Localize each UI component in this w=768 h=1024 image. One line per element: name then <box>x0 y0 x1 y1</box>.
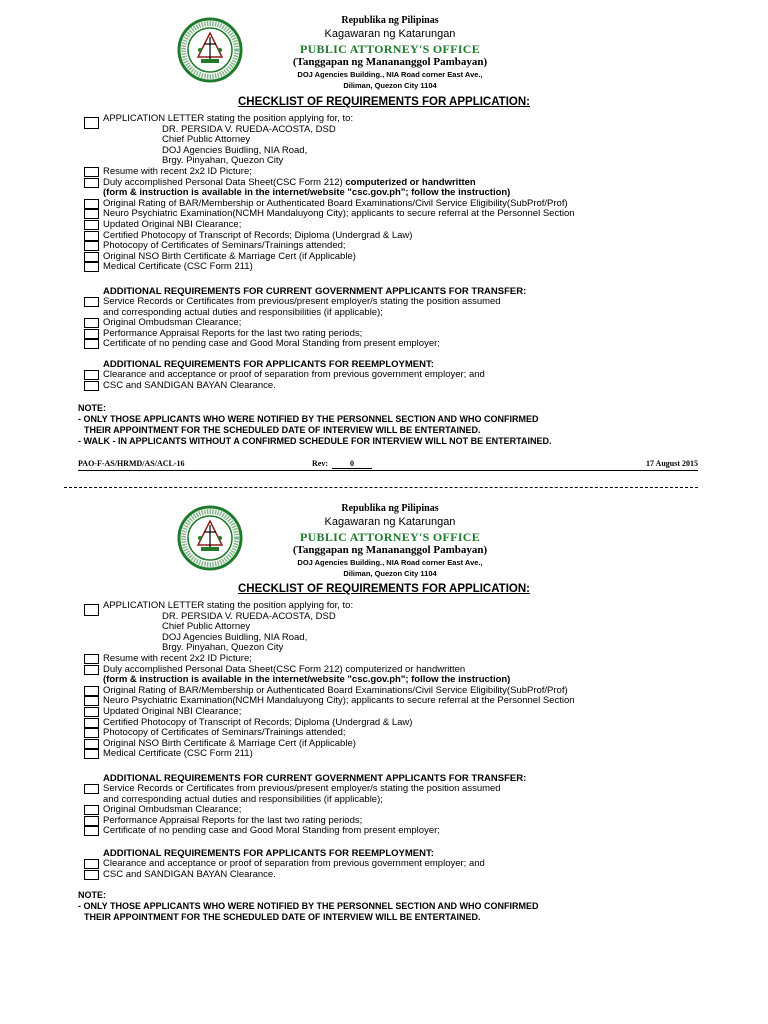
note-section <box>78 890 718 923</box>
checkbox[interactable] <box>84 262 99 272</box>
checkbox[interactable] <box>84 696 99 706</box>
clearance-label: Clearance and acceptance or proof of separation from previous government employer; and <box>103 369 485 380</box>
checkbox[interactable] <box>84 718 99 728</box>
letterhead <box>0 0 768 96</box>
checkbox[interactable] <box>84 252 99 262</box>
address-line-2: Diliman, Quezon City 1104 <box>343 81 437 90</box>
addressee-line: Chief Public Attorney <box>162 134 251 146</box>
checkbox[interactable] <box>84 870 99 880</box>
addressee-line: DR. PERSIDA V. RUEDA-ACOSTA, DSD <box>162 123 336 135</box>
note-label: NOTE: <box>78 403 106 413</box>
list-item <box>80 826 720 837</box>
checkbox[interactable] <box>84 318 99 328</box>
checklist-copy-bottom <box>0 488 768 922</box>
list-item <box>80 870 720 881</box>
rating-label: Original Rating of BAR/Membership or Authenticated Board Examinations/Civil Service Eligibility(SubProf/Prof) <box>103 684 568 696</box>
csc-clearance-label: CSC and SANDIGAN BAYAN Clearance. <box>103 868 276 880</box>
basic-requirements <box>80 114 720 273</box>
list-item <box>80 784 720 795</box>
transfer-requirements <box>80 286 720 350</box>
checkbox[interactable] <box>84 784 99 794</box>
nbi-label: Updated Original NBI Clearance; <box>103 705 242 717</box>
pending-case-label: Certificate of no pending case and Good Moral Standing from present employer; <box>103 825 440 837</box>
checklist-title: CHECKLIST OF REQUIREMENTS FOR APPLICATION: <box>238 583 530 595</box>
form-code: PAO-F-AS/HRMD/AS/ACL-16 <box>78 459 185 468</box>
note-line: - ONLY THOSE APPLICANTS WHO WERE NOTIFIED BY THE PERSONNEL SECTION AND WHO CONFIRMED <box>78 414 539 424</box>
neuro-label: Neuro Psychiatric Examination(NCMH Mandaluyong City); applicants to secure referral at the Personnel Section <box>103 208 575 220</box>
republic-label: Republika ng Pilipinas <box>341 15 439 26</box>
checkbox[interactable] <box>84 728 99 738</box>
service-records-label: Service Records or Certificates from previous/present employer/s stating the position assumed <box>103 783 501 794</box>
pds-bold-label: computerized or handwritten <box>345 176 476 188</box>
addressee-line: Brgy. Pinyahan, Quezon City <box>162 642 284 654</box>
reemployment-heading: ADDITIONAL REQUIREMENTS FOR APPLICANTS FOR REEMPLOYMENT: <box>103 848 434 859</box>
resume-label: Resume with recent 2x2 ID Picture; <box>103 165 252 177</box>
appraisal-label: Performance Appraisal Reports for the last two rating periods; <box>103 327 363 339</box>
list-item <box>80 381 720 392</box>
office-name: PUBLIC ATTORNEY'S OFFICE <box>299 530 481 544</box>
transfer-heading: ADDITIONAL REQUIREMENTS FOR CURRENT GOVERNMENT APPLICANTS FOR TRANSFER: <box>103 773 527 784</box>
form-date: 17 August 2015 <box>645 459 698 468</box>
reemployment-requirements <box>80 848 720 880</box>
checkbox[interactable] <box>84 241 99 251</box>
tor-label: Certified Photocopy of Transcript of Records; Diploma (Undergrad & Law) <box>103 716 413 728</box>
checkbox[interactable] <box>84 220 99 230</box>
checkbox[interactable] <box>84 805 99 815</box>
footer-divider <box>78 470 698 471</box>
address-line-2: Diliman, Quezon City 1104 <box>343 569 437 578</box>
note-line: THEIR APPOINTMENT FOR THE SCHEDULED DATE OF INTERVIEW WILL BE ENTERTAINED. <box>84 912 481 922</box>
checkbox[interactable] <box>84 297 99 307</box>
checkbox[interactable] <box>84 816 99 826</box>
checkbox[interactable] <box>84 199 99 209</box>
rev-label-text: Rev: <box>312 459 328 468</box>
checkbox[interactable] <box>84 231 99 241</box>
addressee-line: Brgy. Pinyahan, Quezon City <box>162 155 284 167</box>
checkbox[interactable] <box>84 381 99 391</box>
list-item <box>80 749 720 760</box>
pds-label: Duly accomplished Personal Data Sheet(CSC Form 212) <box>103 176 346 188</box>
checkbox[interactable] <box>84 339 99 349</box>
transfer-requirements <box>80 773 720 837</box>
ombudsman-label: Original Ombudsman Clearance; <box>103 804 242 816</box>
rating-label: Original Rating of BAR/Membership or Authenticated Board Examinations/Civil Service Eligibility(SubProf/Prof) <box>103 197 568 209</box>
checkbox[interactable] <box>84 654 99 664</box>
addressee-line: DOJ Agencies Buidling, NIA Road, <box>162 144 308 156</box>
application-letter-label: APPLICATION LETTER stating the position applying for, to: <box>103 600 354 611</box>
list-item <box>80 339 720 350</box>
ombudsman-label: Original Ombudsman Clearance; <box>103 317 242 329</box>
note-line: - WALK - IN APPLICANTS WITHOUT A CONFIRMED SCHEDULE FOR INTERVIEW WILL NOT BE ENTERTAINED. <box>78 436 552 446</box>
checkbox[interactable] <box>84 167 99 177</box>
checkbox[interactable] <box>84 707 99 717</box>
service-records-cont: and corresponding actual duties and responsibilities (if applicable); <box>103 793 383 805</box>
address-line-1: DOJ Agencies Building., NIA Road corner East Ave., <box>297 558 483 567</box>
addressee-line: Chief Public Attorney <box>162 621 251 633</box>
note-section <box>78 403 718 447</box>
pao-seal-icon <box>177 505 243 571</box>
address-line-1: DOJ Agencies Building., NIA Road corner East Ave., <box>297 70 483 79</box>
application-letter-label: APPLICATION LETTER stating the position applying for, to: <box>103 113 354 124</box>
addressee-line: DOJ Agencies Buidling, NIA Road, <box>162 631 308 643</box>
neuro-label: Neuro Psychiatric Examination(NCMH Mandaluyong City); applicants to secure referral at the Personnel Section <box>103 695 575 707</box>
csc-clearance-label: CSC and SANDIGAN BAYAN Clearance. <box>103 379 276 391</box>
checkbox[interactable] <box>84 859 99 869</box>
note-line: - ONLY THOSE APPLICANTS WHO WERE NOTIFIED BY THE PERSONNEL SECTION AND WHO CONFIRMED <box>78 901 539 911</box>
medical-label: Medical Certificate (CSC Form 211) <box>103 748 253 760</box>
note-label: NOTE: <box>78 890 106 900</box>
pds-note: (form & instruction is available in the internet/website "csc.gov.ph"; follow the instruction) <box>103 187 511 199</box>
pds-label: Duly accomplished Personal Data Sheet(CSC Form 212) computerized or handwritten <box>103 663 466 675</box>
checkbox[interactable] <box>84 370 99 380</box>
list-item <box>80 262 720 273</box>
pao-seal-icon <box>177 17 243 83</box>
nso-label: Original NSO Birth Certificate & Marriage Cert (if Applicable) <box>103 250 356 262</box>
letterhead-text <box>255 14 525 91</box>
transfer-heading: ADDITIONAL REQUIREMENTS FOR CURRENT GOVERNMENT APPLICANTS FOR TRANSFER: <box>103 286 527 297</box>
appraisal-label: Performance Appraisal Reports for the last two rating periods; <box>103 814 363 826</box>
checklist-copy-top <box>0 0 768 468</box>
seminars-label: Photocopy of Certificates of Seminars/Trainings attended; <box>103 727 346 739</box>
pending-case-label: Certificate of no pending case and Good Moral Standing from present employer; <box>103 338 440 350</box>
addressee-line: DR. PERSIDA V. RUEDA-ACOSTA, DSD <box>162 610 336 622</box>
office-tagalog: (Tanggapan ng Manananggol Pambayan) <box>292 544 488 556</box>
clearance-label: Clearance and acceptance or proof of separation from previous government employer; and <box>103 858 485 869</box>
tor-label: Certified Photocopy of Transcript of Records; Diploma (Undergrad & Law) <box>103 229 413 241</box>
resume-label: Resume with recent 2x2 ID Picture; <box>103 652 252 664</box>
list-item <box>80 297 720 308</box>
checkbox[interactable] <box>84 209 99 219</box>
list-item <box>80 601 720 612</box>
office-name: PUBLIC ATTORNEY'S OFFICE <box>299 42 481 56</box>
checkbox[interactable] <box>84 178 99 188</box>
department-label: Kagawaran ng Katarungan <box>324 28 456 40</box>
checkbox[interactable] <box>84 749 99 759</box>
checkbox[interactable] <box>84 686 99 696</box>
reemployment-requirements <box>80 359 720 391</box>
rev-label <box>312 459 354 468</box>
republic-label: Republika ng Pilipinas <box>341 503 439 514</box>
letterhead <box>0 488 768 584</box>
pds-note: (form & instruction is available in the internet/website "csc.gov.ph"; follow the instruction) <box>103 674 511 686</box>
checkbox[interactable] <box>84 826 99 836</box>
office-tagalog: (Tanggapan ng Manananggol Pambayan) <box>292 56 488 68</box>
basic-requirements <box>80 601 720 760</box>
checkbox[interactable] <box>84 329 99 339</box>
reemployment-heading: ADDITIONAL REQUIREMENTS FOR APPLICANTS FOR REEMPLOYMENT: <box>103 359 434 370</box>
nso-label: Original NSO Birth Certificate & Marriage Cert (if Applicable) <box>103 737 356 749</box>
nbi-label: Updated Original NBI Clearance; <box>103 218 242 230</box>
checkbox[interactable] <box>84 739 99 749</box>
checklist-title: CHECKLIST OF REQUIREMENTS FOR APPLICATION: <box>238 96 530 108</box>
checkbox[interactable] <box>84 665 99 675</box>
letterhead-text <box>255 502 525 579</box>
service-records-cont: and corresponding actual duties and responsibilities (if applicable); <box>103 306 383 318</box>
note-line: THEIR APPOINTMENT FOR THE SCHEDULED DATE OF INTERVIEW WILL BE ENTERTAINED. <box>84 425 481 435</box>
department-label: Kagawaran ng Katarungan <box>324 516 456 528</box>
medical-label: Medical Certificate (CSC Form 211) <box>103 261 253 273</box>
list-item <box>80 114 720 125</box>
seminars-label: Photocopy of Certificates of Seminars/Trainings attended; <box>103 240 346 252</box>
service-records-label: Service Records or Certificates from previous/present employer/s stating the position assumed <box>103 296 501 307</box>
rev-value: 0 <box>332 459 372 469</box>
